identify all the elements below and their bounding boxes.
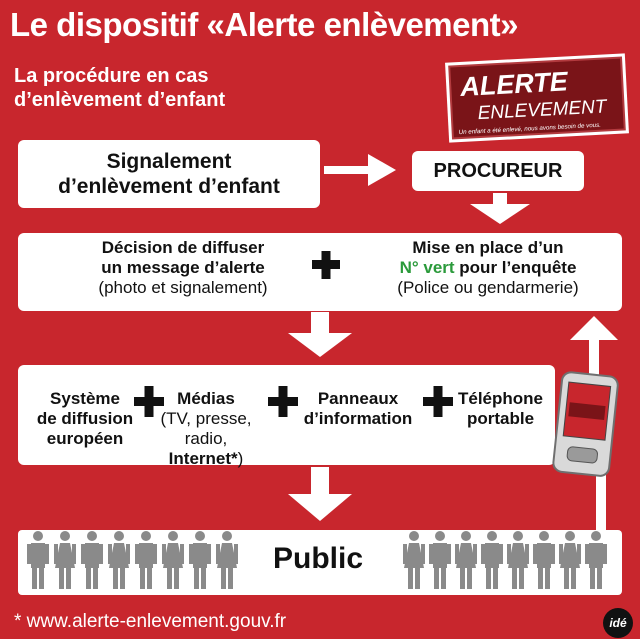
page-title: Le dispositif «Alerte enlèvement» — [10, 6, 519, 43]
publisher-logo: idé — [603, 608, 633, 638]
person-icon — [81, 531, 103, 589]
footnote: * www.alerte-enlevement.gouv.fr — [14, 611, 287, 632]
medias-line-3c: ) — [237, 449, 244, 468]
public-label: Public — [272, 542, 363, 575]
numero-vert-label: N° vert — [399, 258, 455, 277]
person-icon — [135, 531, 157, 589]
medias-internet: Internet* — [168, 449, 238, 468]
logo-line-1: ALERTE — [459, 66, 569, 102]
plus-icon — [312, 251, 340, 279]
mise-line-1: Mise en place d’un — [412, 238, 564, 257]
mobile-phone-icon — [553, 371, 619, 476]
signalement-line-2: d’enlèvement d’enfant — [58, 175, 280, 198]
person-icon — [403, 531, 425, 589]
person-icon — [559, 531, 581, 589]
person-icon — [481, 531, 503, 589]
systeme-line-3: européen — [46, 429, 124, 448]
subtitle-line-1: La procédure en cas — [14, 65, 209, 87]
person-icon — [189, 531, 211, 589]
person-icon — [162, 531, 184, 589]
arrow-icon — [470, 193, 530, 224]
medias-line-1: Médias — [177, 389, 235, 408]
decision-line-3: (photo et signalement) — [98, 278, 268, 297]
panneaux-line-2: d’information — [303, 409, 413, 428]
logo-tagline: Un enfant a été enlevé, nous avons besoin de vous. — [458, 121, 602, 137]
mise-line-3: (Police ou gendarmerie) — [397, 278, 579, 297]
signalement-line-1: Signalement — [106, 150, 232, 173]
person-icon — [54, 531, 76, 589]
medias-line-3a: radio, — [184, 429, 228, 448]
systeme-line-1: Système — [50, 389, 120, 408]
plus-icon — [423, 386, 453, 417]
person-icon — [429, 531, 451, 589]
person-icon — [108, 531, 130, 589]
person-icon — [455, 531, 477, 589]
arrow-icon — [288, 467, 352, 521]
logo-line-2: ENLEVEMENT — [477, 96, 607, 125]
people-group-right — [403, 531, 607, 589]
subtitle-line-2: d’enlèvement d’enfant — [14, 89, 226, 111]
person-icon — [507, 531, 529, 589]
arrow-icon — [324, 154, 396, 186]
person-icon — [27, 531, 49, 589]
decision-line-2: un message d’alerte — [101, 258, 265, 277]
plus-icon — [268, 386, 298, 417]
systeme-line-2: de diffusion — [36, 409, 134, 428]
panneaux-line-1: Panneaux — [317, 389, 399, 408]
medias-line-2: (TV, presse, — [160, 409, 252, 428]
people-group-left — [27, 531, 238, 589]
procureur-label: PROCUREUR — [433, 160, 563, 182]
plus-icon — [134, 386, 164, 417]
telephone-line-2: portable — [466, 409, 535, 428]
person-icon — [585, 531, 607, 589]
person-icon — [216, 531, 238, 589]
telephone-line-1: Téléphone — [457, 389, 543, 408]
decision-line-1: Décision de diffuser — [101, 238, 265, 257]
mise-line-2: pour l’enquête — [454, 258, 577, 277]
arrow-icon — [288, 312, 352, 357]
person-icon — [533, 531, 555, 589]
